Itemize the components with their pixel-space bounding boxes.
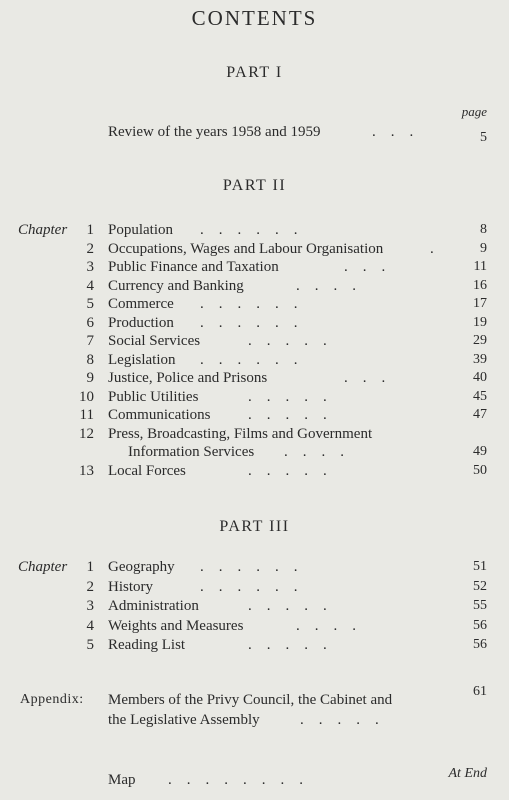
leader-dots: . . . . .: [248, 333, 327, 349]
leader-dots: . . . . . .: [200, 314, 298, 331]
chapter-number: 9: [86, 370, 94, 386]
leader-dots: . . . . .: [248, 388, 327, 405]
chapter-page: 11: [473, 259, 487, 274]
appendix-line1: Members of the Privy Council, the Cabinet and: [108, 692, 393, 708]
toc-entry: [0, 259, 509, 277]
leader-dots: . . . . .: [248, 637, 327, 653]
chapter-page: 29: [473, 333, 487, 348]
leader-dots: . . . . .: [248, 598, 327, 614]
chapter-number: 11: [79, 407, 94, 423]
toc-entry: [0, 352, 509, 370]
chapter-title: Reading List: [108, 637, 186, 653]
entry-page: 5: [480, 130, 487, 145]
map-page: At End: [448, 766, 487, 781]
chapter-title: Justice, Police and Prisons: [108, 370, 268, 386]
chapter-number: 12: [79, 425, 94, 442]
chapter-page: 39: [473, 351, 487, 367]
toc-entry: [0, 637, 509, 655]
leader-dots: . . . . . .: [200, 578, 298, 595]
part3-heading: PART III: [219, 518, 290, 535]
chapter-number: 2: [86, 578, 94, 595]
part1-heading: PART I: [226, 64, 283, 81]
part2-heading: PART II: [222, 177, 287, 194]
chapter-number: 1: [86, 222, 94, 238]
toc-entry: [0, 559, 509, 577]
leader-dots: . . . . . .: [200, 351, 298, 368]
chapter-prefix: Chapter: [18, 559, 68, 575]
toc-entry: [0, 315, 509, 333]
leader-dots: . . . . . .: [200, 222, 298, 238]
chapter-title-continued: Information Services: [128, 444, 255, 460]
chapter-page: 16: [473, 277, 487, 293]
chapter-title: Legislation: [108, 351, 176, 368]
chapter-page: 45: [473, 388, 487, 404]
chapter-number: 7: [86, 333, 94, 349]
toc-entry-continuation: [0, 444, 509, 462]
chapter-title: Social Services: [108, 333, 201, 349]
chapter-title: Press, Broadcasting, Films and Government: [108, 425, 373, 442]
chapter-page: 8: [480, 222, 487, 237]
leader-dots: . . .: [372, 124, 414, 140]
chapter-title: Public Utilities: [108, 388, 199, 405]
toc-entry: [0, 222, 509, 240]
leader-dots: . . . . .: [248, 462, 327, 479]
chapter-number: 5: [86, 637, 94, 653]
toc-entry: [0, 463, 509, 481]
chapter-prefix: Chapter: [18, 222, 68, 238]
toc-entry: [0, 407, 509, 425]
leader-dots: . . . . . . . .: [168, 772, 303, 788]
chapter-page: 47: [473, 407, 487, 422]
chapter-number: 1: [86, 559, 94, 575]
chapter-number: 13: [79, 462, 94, 479]
appendix-line2: the Legislative Assembly: [108, 712, 260, 728]
chapter-page: 55: [473, 598, 487, 613]
toc-entry: [0, 426, 509, 444]
leader-dots: . . .: [344, 259, 386, 275]
toc-entry: [0, 598, 509, 616]
chapter-title: Communications: [108, 407, 211, 423]
chapter-number: 10: [79, 388, 94, 405]
chapter-title: Occupations, Wages and Labour Organisation: [108, 240, 384, 257]
toc-entry: [0, 333, 509, 351]
chapter-number: 4: [86, 277, 94, 294]
appendix-page: 61: [473, 684, 487, 699]
leader-dots: . . . . . .: [200, 559, 298, 575]
appendix-label: Appendix:: [20, 692, 84, 707]
toc-entry: [0, 241, 509, 259]
chapter-number: 5: [86, 296, 94, 312]
leader-dots: . . . .: [284, 444, 344, 460]
toc-entry: [0, 370, 509, 388]
chapter-number: 3: [86, 598, 94, 614]
toc-entry: [0, 618, 509, 636]
chapter-title: Geography: [108, 559, 175, 575]
leader-dots: . . . . .: [300, 712, 379, 728]
toc-entry: [0, 124, 509, 145]
leader-dots: . . . . .: [248, 407, 327, 423]
chapter-page: 19: [473, 314, 487, 330]
chapter-page: 56: [473, 617, 487, 633]
map-entry: Map: [108, 772, 136, 788]
chapter-title: Weights and Measures: [108, 617, 244, 634]
chapter-title: Administration: [108, 598, 199, 614]
chapter-page: 17: [473, 296, 487, 311]
chapter-title: Currency and Banking: [108, 277, 244, 294]
toc-entry: [0, 579, 509, 597]
chapter-page: 49: [473, 444, 487, 459]
chapter-number: 6: [86, 314, 94, 331]
chapter-title: History: [108, 578, 153, 595]
chapter-title: Commerce: [108, 296, 174, 312]
chapter-title: Population: [108, 222, 174, 238]
leader-dots: . . .: [344, 370, 386, 386]
chapter-number: 2: [86, 240, 94, 257]
leader-dots: .: [430, 240, 434, 257]
page-column-label: page: [461, 104, 487, 119]
leader-dots: . . . . . .: [200, 296, 298, 312]
chapter-page: 40: [473, 370, 487, 385]
leader-dots: . . . .: [296, 277, 356, 294]
chapter-number: 3: [86, 259, 94, 275]
chapter-page: 51: [473, 559, 487, 574]
page-title: CONTENTS: [191, 6, 318, 30]
entry-title: Review of the years 1958 and 1959: [108, 124, 321, 140]
chapter-number: 8: [86, 351, 94, 368]
chapter-title: Local Forces: [108, 462, 186, 479]
chapter-number: 4: [86, 617, 94, 634]
toc-entry: [0, 389, 509, 407]
chapter-page: 50: [473, 462, 487, 478]
chapter-page: 56: [473, 637, 487, 652]
chapter-title: Production: [108, 314, 174, 331]
chapter-page: 9: [480, 240, 487, 256]
leader-dots: . . . .: [296, 617, 356, 634]
toc-entry: [0, 296, 509, 314]
toc-entry: [0, 278, 509, 296]
chapter-page: 52: [473, 578, 487, 594]
chapter-title: Public Finance and Taxation: [108, 259, 279, 275]
